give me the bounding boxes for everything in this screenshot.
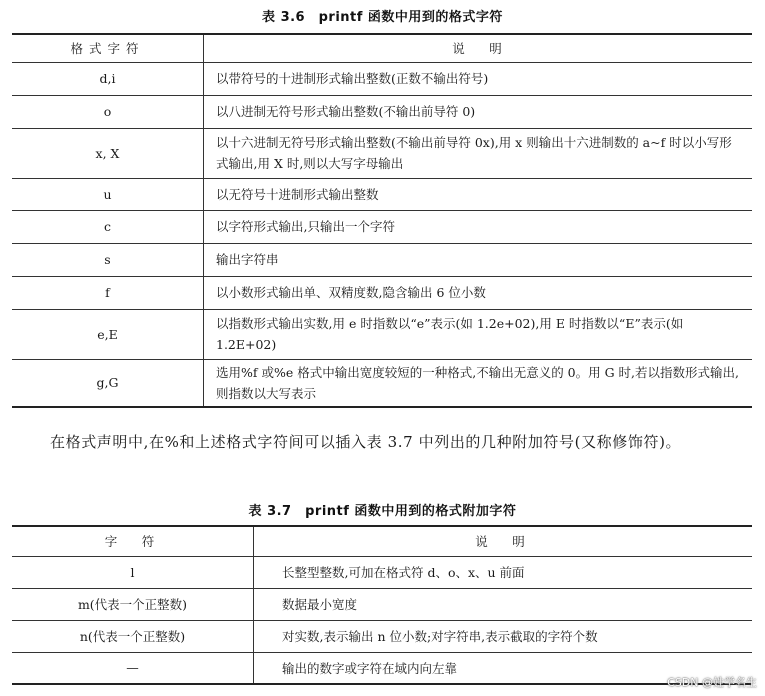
column-header-format-char: 格式字符: [70, 41, 145, 57]
description-cell: 以十六进制无符号形式输出整数(不输出前导符 0x),用 x 则输出十六进制数的 a~f 时以小写形式输出,用 X 时,则以大写字母输出: [204, 128, 753, 178]
table-row: [12, 210, 752, 243]
body-paragraph: 在格式声明中,在%和上述格式字符间可以插入表 3.7 中列出的几种附加符号(又称修饰符)。: [50, 433, 682, 451]
table-row: [12, 309, 752, 359]
table-row: [12, 276, 752, 309]
table-row: [12, 178, 752, 210]
description-cell: 长整型整数,可加在格式符 d、o、x、u 前面: [254, 556, 753, 588]
column-header-character: 字 符: [104, 534, 161, 550]
modifier-char-cell: —: [126, 660, 139, 676]
watermark-text: CSDN @姓学名生: [667, 676, 757, 689]
description-cell: 输出的数字或字符在域内向左靠: [254, 652, 753, 684]
description-cell: 以无符号十进制形式输出整数: [204, 178, 753, 210]
table-row: [12, 62, 752, 95]
description-cell: 以指数形式输出实数,用 e 时指数以“e”表示(如 1.2e+02),用 E 时指数以“E”表示(如 1.2E+02): [204, 309, 753, 359]
format-char-cell: g,G: [96, 375, 119, 391]
table-row: [12, 359, 752, 407]
format-char-cell: f: [105, 285, 110, 300]
description-cell: 对实数,表示输出 n 位小数;对字符串,表示截取的字符个数: [254, 620, 753, 652]
column-header-description: 说 明: [204, 34, 753, 62]
format-char-cell: x, X: [95, 145, 120, 161]
table-row: [12, 128, 752, 178]
description-cell: 输出字符串: [204, 243, 753, 276]
modifier-char-cell: n(代表一个正整数): [79, 629, 186, 644]
table-3-7-caption: 表 3.7 printf 函数中用到的格式附加字符: [248, 504, 517, 519]
modifier-char-cell: l: [130, 564, 135, 580]
table-row: [12, 620, 752, 652]
description-cell: 以字符形式输出,只输出一个字符: [204, 210, 753, 243]
description-cell: 以八进制无符号形式输出整数(不输出前导符 0): [204, 95, 753, 128]
description-cell: 数据最小宽度: [254, 588, 753, 620]
description-cell: 以小数形式输出单、双精度数,隐含输出 6 位小数: [204, 276, 753, 309]
format-char-cell: o: [103, 104, 112, 119]
table-header-row: [12, 34, 752, 62]
format-char-cell: u: [103, 186, 112, 202]
format-characters-table: [12, 33, 752, 408]
format-modifiers-table: [12, 525, 752, 685]
modifier-char-cell: m(代表一个正整数): [77, 597, 188, 612]
column-header-description: 说 明: [254, 526, 753, 556]
format-char-cell: e,E: [97, 326, 118, 342]
table-row: [12, 243, 752, 276]
table-row: [12, 556, 752, 588]
format-char-cell: s: [104, 252, 111, 267]
format-char-cell: d,i: [99, 71, 116, 86]
table-3-6-caption: 表 3.6 printf 函数中用到的格式字符: [262, 10, 503, 25]
table-header-row: [12, 526, 752, 556]
table-row: [12, 652, 752, 684]
description-cell: 选用%f 或%e 格式中输出宽度较短的一种格式,不输出无意义的 0。用 G 时,若以指数形式输出,则指数以大写表示: [204, 359, 753, 407]
table-row: [12, 588, 752, 620]
format-char-cell: c: [103, 219, 111, 234]
description-cell: 以带符号的十进制形式输出整数(正数不输出符号): [204, 62, 753, 95]
table-row: [12, 95, 752, 128]
